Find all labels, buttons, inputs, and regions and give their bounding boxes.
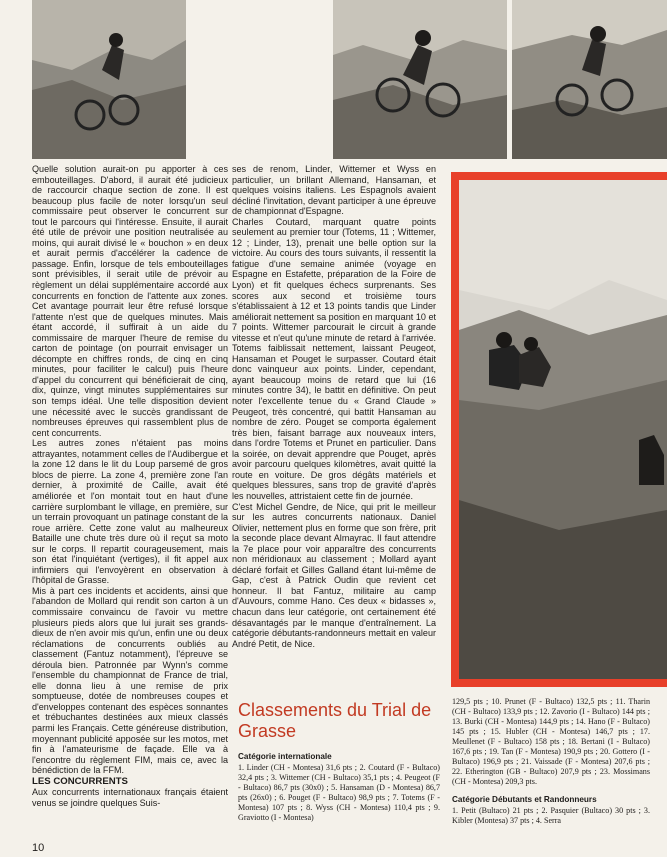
paragraph: Charles Coutard, marquant quatre points seulement au premier tour (Totems, 11 ; Wittemer, 12 ; Linder, 13), prenait une belle option sur la victoire. Au cours des tours suivants, il ressentit la fatigue d'une semaine animée (voyage en Espagne en Estafette, préparation de la Foire de Lyon) et fit quelques échecs surprenants. Ses scores aux second et troisième tours s'établissaient à 12 et 13 points tandis que Linder améliorait nettement sa position en marquant 10 et 7 points. Wittemer parcourait le circuit à grande vitesse et n'eut qu'une minute de retard à l'arrivée. Totems faiblissait nettement, laissant Peugeot, Hansaman et Pouget le surpasser. Coutard était donc vainqueur aux points. Linder, cependant, ayant beaucoup moins de retard que lui (16 minutes contre 34), le battit en définitive. On peut noter l'excellente tenue du « Grand Claude » Peugeot, très concentré, qui battit Hansaman au nombre de zéro. Pouget se comporta également très bien, faisant barrage aux nouveaux inters, dans l'ordre Totems et Prunet en particulier. Dans la soirée, on devait apprendre que Pouget, après avoir parcouru quelques kilomètres, avait quitté la route en voiture. De gros dégâts matériels et quelques blessures, sans trop de gravité d'après les nouvelles, attristaient cette fin de journée. bbox=[232, 216, 436, 501]
category-heading: Catégorie Débutants et Randonneurs bbox=[452, 795, 597, 804]
photo-rider-1 bbox=[32, 0, 186, 159]
category-heading: Catégorie internationale bbox=[238, 752, 332, 761]
results-text: 1. Linder (CH - Montesa) 31,6 pts ; 2. Coutard (F - Bultaco) 32,4 pts ; 3. Wittemer (CH - Bultaco) 35,1 pts ; 4. Peugeot (F - Bultaco) 86,7 pts (30x0) ; 5. Hansaman (D - Montesa) 86,7 pts (26x0) ; 6. Pouget (F - Bultaco) 98,9 pts ; 7. Totems (F - Montesa) 107 pts ; 8. Wyss (CH - Montesa) 110,4 pts ; 9. Graviotto (I - Montesa) bbox=[238, 763, 440, 822]
paragraph: Aux concurrents internationaux français étaient venus se joindre quelques Suis- bbox=[32, 787, 228, 808]
results-column-2 bbox=[452, 697, 650, 826]
paragraph: ses de renom, Linder, Wittemer et Wyss en particulier, un brillant Allemand, Hansaman, et quelques voisins italiens. Les Espagnols avaient décliné l'invitation, devant participer à une épreuve de championnat d'Espagne. bbox=[232, 164, 436, 217]
results-column-1 bbox=[238, 752, 440, 823]
paragraph: C'est Michel Gendre, de Nice, qui prit le meilleur sur les autres concurrents nationaux. Daniel Olivier, nettement plus en forme que son frère, prit la seconde place devant Almayrac. Il faut attendre la 7e place pour voir apparaître des concurrents non méridionaux au classement ; Mollard ayant déclaré forfait et Gilles Galland étant lui-même de Gap, c'est à Patrick Oudin que revient cet honneur. Il bat Fantuz, militaire au camp d'Auvours, comme Hano. Ces deux « bidasses », chacun dans leur catégorie, ont certainement été désavantagés par le manque d'entraînement. La catégorie débutants-randonneurs mettait en valeur André Petit, de Nice. bbox=[232, 501, 436, 649]
article-column-2 bbox=[232, 164, 436, 649]
photo-rider-2 bbox=[333, 0, 507, 159]
results-title: Classements du Trial de Grasse bbox=[238, 700, 432, 741]
paragraph: Quelle solution aurait-on pu apporter à ces embouteillages. D'abord, il aurait été judicieux de raccourcir chaque section de zone. Il est beaucoup plus facile de noter lorsqu'un seul commissaire peut observer le concurrent sur tout le parcours qui l'intéresse. Ensuite, il aurait été utile de prévoir une position neutralisée au moins, qui aurait divisé le « bouchon » en deux et aurait permis d'accélérer la cadence de passage. Enfin, lorsque de tels embouteillages sont prévisibles, il serait utile de prévoir au règlement un délai supplémentaire accordé aux concurrents en fonction de l'attente aux zones. Cet avantage pourrait leur être refusé lorsque l'attente n'est que de quelques minutes. Mais étant accordé, il suffirait à un aide du commissaire de marquer l'heure de remise du carton de pointage (on pourrait envisager un décompte en chiffres ronds, de cinq en cinq minutes, pour faciliter le calcul) puis l'heure d'appel du concurrent qui bénéficierait de cinq, dix, quinze, vingt minutes supplémentaires sur son temps idéal. Une telle disposition devient une nécessité avec le succès grandissant de nombreuses épreuves qui rassemblent plus de cent concurrents. bbox=[32, 164, 228, 438]
paragraph: Mis à part ces incidents et accidents, ainsi que l'abandon de Mollard qui rendit son carton à un commissaire convaincu de l'avoir vu mettre plusieurs pieds alors que lui jurait ses grands-dieux de n'en avoir mis qu'un, enfin une ou deux réclamations de concurrents oubliés au classement (Fantuz notamment), l'épreuve se déroula bien. Patronnée par Wynn's comme l'ensemble du championnat de France de trial, elle donna lieu à une remise de prix somptueuse, dotée de nombreuses coupes et d'enveloppes contenant des espèces sonnantes et trébuchantes destinées aux mieux classés parmi les Français. Cette généreuse distribution, moyennant publicité apposée sur les motos, met fin à l'amateurisme de façade. Elle va à l'encontre du règlement FIM, mais ce, avec la bénédiction de la FFM. bbox=[32, 585, 228, 776]
photo-rider-3 bbox=[512, 0, 667, 159]
results-text: 129,5 pts ; 10. Prunet (F - Bultaco) 132,5 pts ; 11. Tharin (CH - Bultaco) 133,9 pts ; 12. Zavorio (I - Bultaco) 144 pts ; 13. Burki (CH - Montesa) 144,9 pts ; 14. Hano (F - Bultaco) 145 pts ; 15. Hubler (CH - Montesa) 146,7 pts ; 17. Meullenet (F - Bultaco) 158 pts ; 18. Bertani (I - Bultaco) 167,6 pts ; 19. Tan (F - Montesa) 190,9 pts ; 20. Gottero (I - Bultaco) 196,9 pts ; 21. Vaissade (F - Montesa) 207,6 pts ; 22. Etherington (GB - Bultaco) 207,9 pts ; 23. Mossimans (CH - Montesa) 209,3 pts. bbox=[452, 697, 650, 786]
section-heading: LES CONCURRENTS bbox=[32, 775, 128, 787]
page-number: 10 bbox=[32, 842, 45, 854]
results-text: 1. Petit (Bultaco) 21 pts ; 2. Pasquier (Bultaco) 30 pts ; 3. Kibler (Montesa) 37 pts ; 4. Serra bbox=[452, 806, 650, 825]
article-column-1 bbox=[32, 164, 228, 808]
photo-spectators bbox=[451, 172, 667, 687]
paragraph: Les autres zones n'étaient pas moins attrayantes, notamment celles de l'Audibergue et la zone 12 dans le lit du Loup parsemé de gros blocs de pierre. La zone 4, première zone l'an dernier, à proximité de Caille, avait été améliorée et l'on montait tout en haut d'une carrière surplombant le village, en première, sur un terrain provoquant un patinage constant de la roue arrière. Cette zone valut au malheureux Bataille une chute très dure où il reçut sa moto sur le corps. Il repartit courageusement, mais son état l'inquiétant (vertiges), il fit appel aux infirmiers qui l'envoyèrent en observation à l'hôpital de Grasse. bbox=[32, 438, 228, 586]
